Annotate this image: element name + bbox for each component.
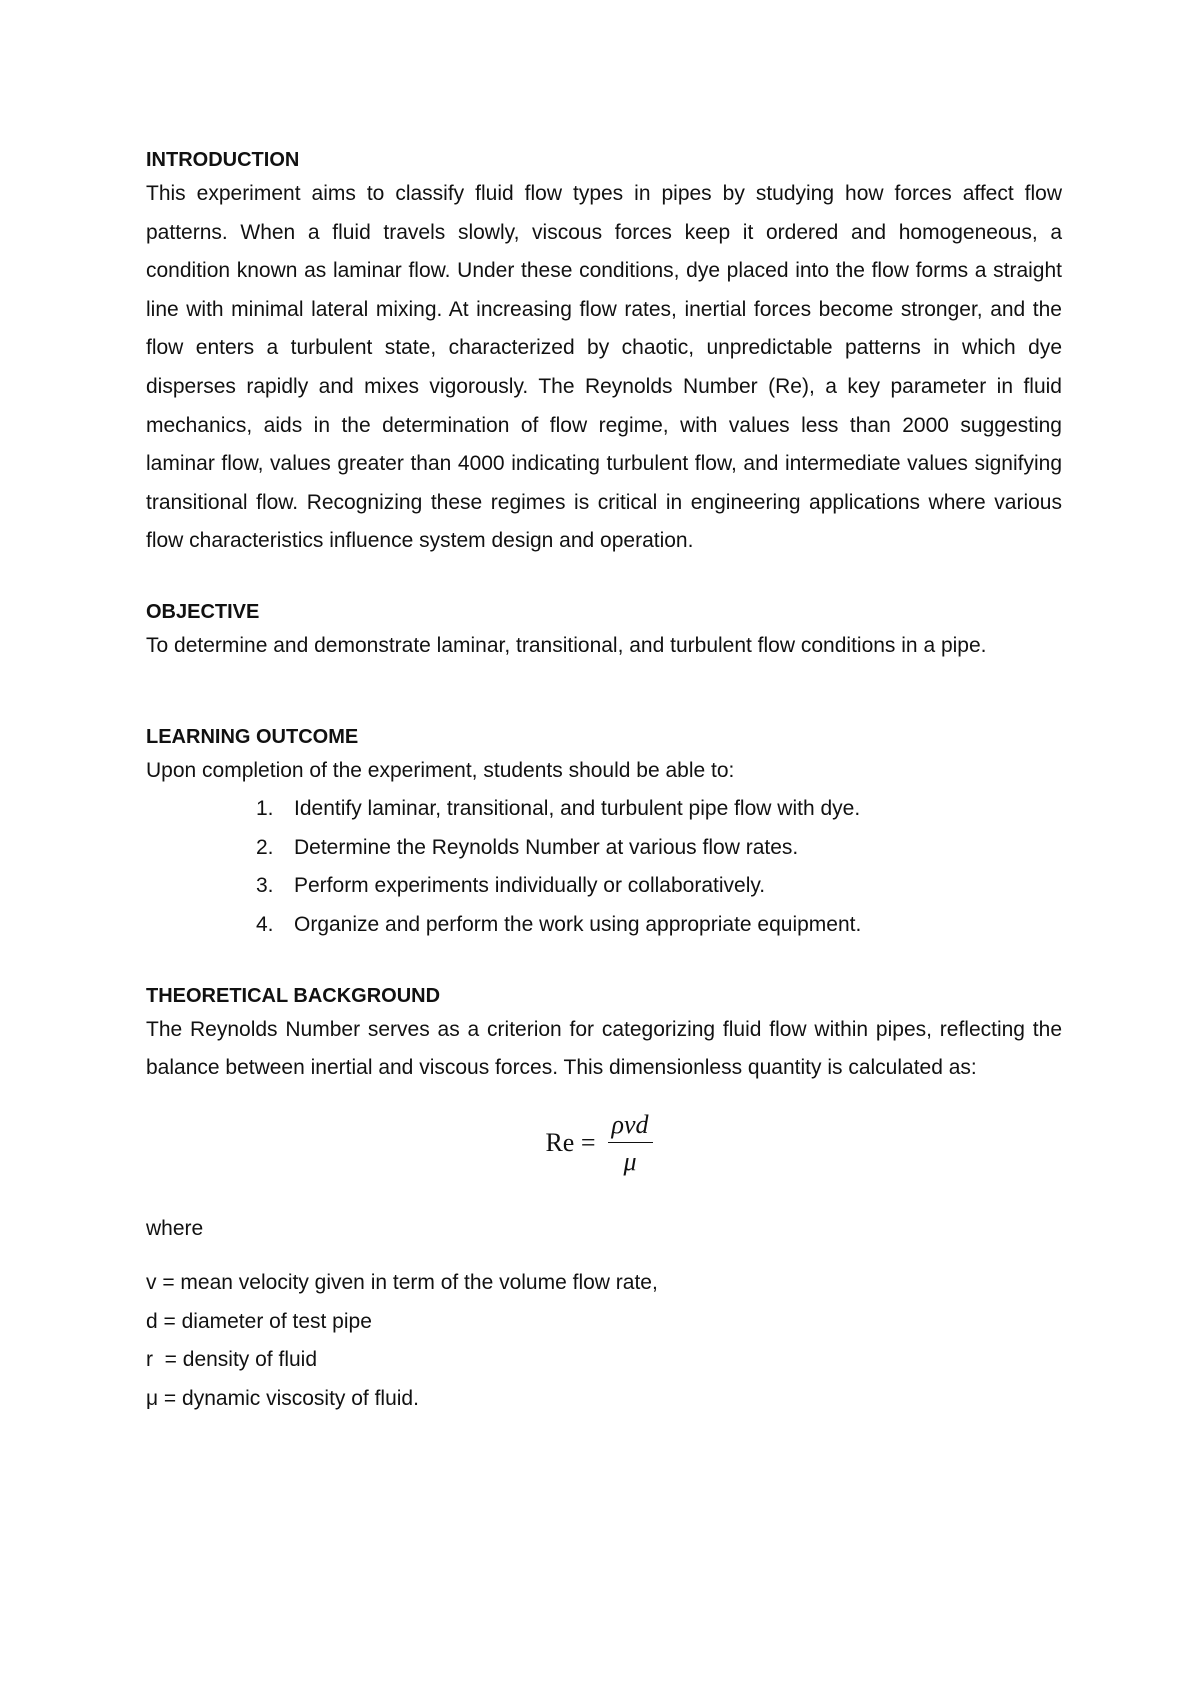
list-item [146,867,1062,906]
list-item-number: 4. [256,912,274,936]
objective-heading: OBJECTIVE [146,600,260,623]
theoretical-background-text: The Reynolds Number serves as a criterion for categorizing fluid flow within pipes, reflecting the balance between inertial and viscous forces. This dimensionless quantity is calculated as: [146,1017,1062,1080]
list-item [146,906,1062,945]
learning-outcome-list [146,790,1062,944]
reynolds-formula [136,1088,1062,1200]
formula-denominator: μ [623,1147,637,1177]
introduction-heading: INTRODUCTION [146,149,300,171]
list-item [146,790,1062,829]
list-item-text: Organize and perform the work using appropriate equipment. [294,912,862,936]
list-item-number: 2. [256,835,274,859]
list-item-number: 3. [256,874,274,898]
list-item-text: Perform experiments individually or collaboratively. [294,874,766,898]
definition-density: r = density of fluid [146,1348,318,1372]
theoretical-background-heading: THEORETICAL BACKGROUND [146,984,441,1007]
formula-fraction [608,1112,653,1175]
list-item-text: Identify laminar, transitional, and turbulent pipe flow with dye. [294,797,861,821]
introduction-text: This experiment aims to classify fluid flow types in pipes by studying how forces affect flow patterns. When a fluid travels slowly, viscous forces keep it ordered and homogeneous, a condition known as laminar flow. Under these conditions, dye placed into the flow forms a straight line with minimal lateral mixing. At increasing flow rates, inertial forces become stronger, and the flow enters a turbulent state, characterized by chaotic, unpredictable patterns in which dye disperses rapidly and mixes vigorously. The Reynolds Number (Re), a key parameter in fluid mechanics, aids in the determination of flow regime, with values less than 2000 suggesting laminar flow, values greater than 4000 indicating turbulent flow, and intermediate values signifying transitional flow. Recognizing these regimes is critical in engineering applications where various flow characteristics influence system design and operation. [146,182,1062,553]
list-item-text: Determine the Reynolds Number at various flow rates. [294,835,799,859]
learning-outcome-heading: LEARNING OUTCOME [146,725,359,748]
definition-diameter: d = diameter of test pipe [146,1309,372,1333]
where-label: where [146,1216,204,1240]
list-item-number: 1. [256,797,274,821]
formula-numerator: ρvd [608,1112,653,1143]
list-item [146,829,1062,868]
objective-text: To determine and demonstrate laminar, transitional, and turbulent flow conditions in a pipe. [146,633,987,657]
definition-viscosity: μ = dynamic viscosity of fluid. [146,1387,419,1411]
document-page [146,145,1062,1419]
formula-lhs: Re = [545,1128,596,1158]
learning-outcome-intro: Upon completion of the experiment, students should be able to: [146,758,735,782]
definition-velocity: v = mean velocity given in term of the volume flow rate, [146,1271,658,1295]
